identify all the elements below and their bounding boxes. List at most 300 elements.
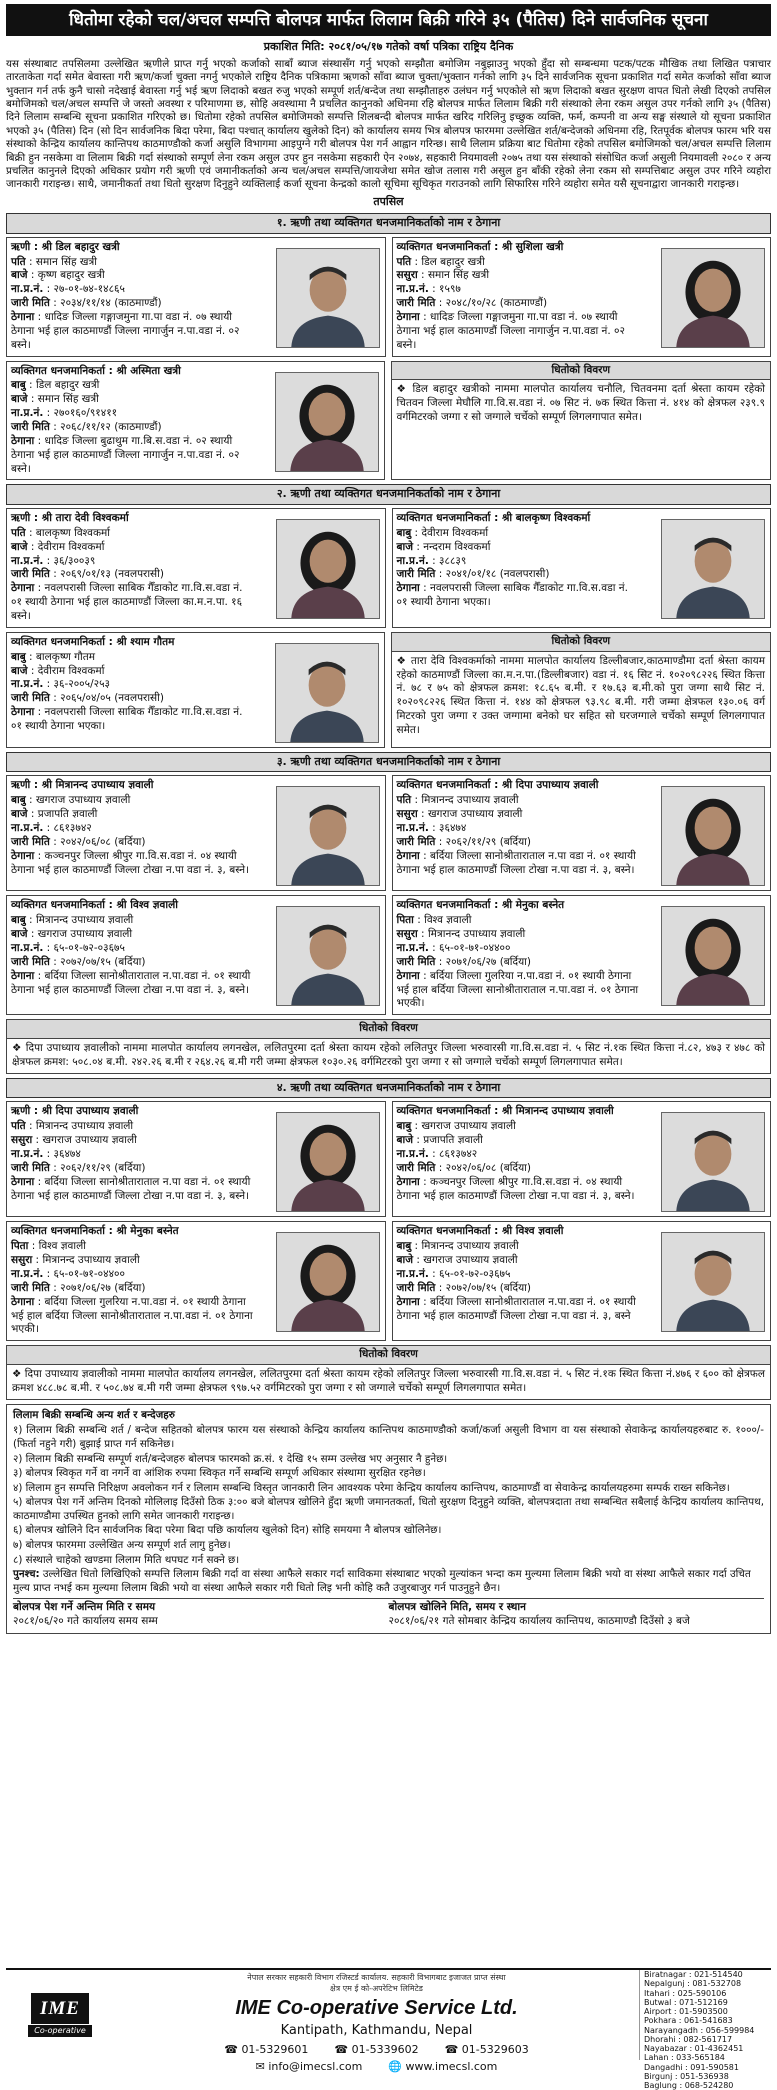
branch-phone: Baglung : 068-524280 xyxy=(644,2081,734,2090)
field-key: ससुरा xyxy=(11,1134,33,1147)
deadline-open xyxy=(389,1601,765,1629)
deadline-submit-label: बोलपत्र पेश गर्ने अन्तिम मिति र समय xyxy=(13,1601,156,1614)
field-value: बर्दिया जिल्ला सानोश्रीताराताल न.पा वडा नं. ०१ स्थायी ठेगाना भई हाल काठमाण्डौं जिल्ला टोखा न.पा वडा नं. ३, बस्ने। xyxy=(11,1175,251,1202)
person-field: ना.प्र.नं. : ६५-०१-७२-०३६७५ xyxy=(396,1267,511,1280)
field-value: ३६४७४ xyxy=(53,1147,81,1160)
person-field: ठेगाना : धादिङ जिल्ला बुढाथुम गा.बि.स.वडा नं. ०२ स्थायी ठेगाना भई हाल काठमाण्डौं जिल्ला नागार्जुन न.पा.वडा नं. ०२ बस्ने। xyxy=(11,434,240,475)
org-address: Kantipath, Kathmandu, Nepal xyxy=(280,2023,473,2039)
person-field: ना.प्र.नं. : २७०१६०/९१४११ xyxy=(11,407,118,420)
branch-phone: Lahan : 033-565184 xyxy=(644,2053,725,2063)
field-key: पति xyxy=(11,255,26,268)
collateral-detail xyxy=(6,1019,771,1074)
field-key: बाबु xyxy=(11,379,26,392)
person-field: बाजे : नन्दराम विश्वकर्मा xyxy=(396,540,491,553)
field-value: देवीराम विश्वकर्मा xyxy=(421,526,489,539)
web-link[interactable]: 🌐 www.imecsl.com xyxy=(388,2060,498,2074)
person-field: ठेगाना : कञ्चनपुर जिल्ला श्रीपुर गा.वि.स.वडा नं. ०४ स्थायी ठेगाना भई हाल काठमाण्डौं जिल्ला टोखा न.पा वडा नं. ३, बस्ने। xyxy=(396,1175,635,1202)
field-key: बाजे xyxy=(11,393,28,406)
field-value: खगराज उपाध्याय ज्ञवाली xyxy=(423,1254,518,1267)
term-item: ५) बोलपत्र पेश गर्ने अन्तिम दिनको मोलिलाइ दिउँसो ठिक ३:०० बजे बोलपत्र खोलिने हुँदा ऋणी जमानतकर्ता, धितो सुरक्षण दिनुहुने व्यक्ति, बोलपत्रदाता तथा सम्बन्धित सबैलाई केन्द्रिय कार्यालय कान्तिपथ, काठमाण्डौमा उपस्थित हुनको लागि समेत जानकारी गराइन्छ। xyxy=(13,1496,764,1522)
deadline-open-label: बोलपत्र खोलिने मिति, समय र स्थान xyxy=(388,1601,526,1614)
field-key: ठेगाना xyxy=(396,1295,420,1308)
person-field: बाबु : खगराज उपाध्याय ज्ञवाली xyxy=(11,794,131,807)
woman-young-icon xyxy=(276,1232,380,1332)
branch-phone: Dhorahi : 082-561717 xyxy=(644,2034,733,2044)
logo-text: IME xyxy=(31,1993,89,2024)
branch-list xyxy=(639,1970,771,2090)
man-young-icon xyxy=(661,1112,765,1212)
field-value: २०७२/०७/१५ (बर्दिया) xyxy=(445,1281,531,1294)
person-field: पति : मित्रानन्द उपाध्याय ज्ञवाली xyxy=(396,794,519,807)
term-item: ६) बोलपत्र खोलिने दिन सार्वजनिक बिदा परेमा बिदा पछि कार्यालय खुलेको दिन) सोहि समयमा नै बोलपत्र खोलिनेछ। xyxy=(13,1524,442,1537)
branch-phone: Dangadhi : 091-590581 xyxy=(644,2062,739,2072)
person-field: जारी मिति : २०६५/०४/०५ (नवलपरासी) xyxy=(11,692,164,705)
person-field: जारी मिति : २०६८/११/१२ (काठमाण्डौं) xyxy=(11,421,162,434)
term-item: ४) लिलाम हुन सम्पत्ति निरिक्षण अवलोकन गर्न र लिलाम सम्बन्धि विस्तृत जानकारी लिन आवश्यक परेमा केन्द्रिय कार्यालय कान्तिपथ, काठमाण्डौं वा सेवाकेन्द्र कार्यालयहरुमा सम्पर्क राख्न सकिनेछ। xyxy=(13,1481,730,1494)
field-value: बालकृष्ण गौतम xyxy=(35,650,96,663)
person-field: ससुरा : समान सिंह खत्री xyxy=(396,269,490,282)
person-card xyxy=(6,1101,386,1217)
person-name: ऋणी : श्री मित्रानन्द उपाध्याय ज्ञवाली xyxy=(11,779,154,792)
field-value: ३६-२००५/२५३ xyxy=(53,678,111,691)
person-field: जारी मिति : २०७२/०७/१५ (बर्दिया) xyxy=(396,1281,531,1294)
person-field: ठेगाना : नवलपरासी जिल्ला साबिक गैँडाकोट गा.वि.स.वडा नं. ०१ स्थायी ठेगाना भई हाल काठमाण्डौं जिल्ला का.म.न.पा. १६ बस्ने। xyxy=(11,582,243,623)
field-key: जारी मिति xyxy=(11,568,50,581)
woman-young-icon xyxy=(661,786,765,886)
field-value: प्रजापति ज्ञवाली xyxy=(423,1134,483,1147)
field-value: ३६४७४ xyxy=(439,821,467,834)
phone-1[interactable]: ☎ 01-5329601 xyxy=(224,2042,309,2056)
field-value: बालकृष्ण विश्वकर्मा xyxy=(35,526,111,539)
terms-note xyxy=(13,1568,764,1595)
field-value: २०४१/०१/१८ (नवलपरासी) xyxy=(445,568,550,581)
section-heading: ४. ऋणी तथा व्यक्तिगत धनजमानिकर्ताको नाम र ठेगाना xyxy=(6,1078,771,1099)
collateral-detail xyxy=(391,361,772,481)
field-value: बर्दिया जिल्ला सानोश्रीताराताल न.पा वडा नं. ०१ स्थायी ठेगाना भई हाल काठमाण्डौं जिल्ला टोखा न.पा वडा नं. ३, बस्ने। xyxy=(396,849,636,876)
person-card xyxy=(392,237,772,357)
field-key: जारी मिति xyxy=(396,955,436,968)
ime-logo xyxy=(6,1970,114,2060)
field-key: बाबु xyxy=(11,914,26,927)
person-field: ससुरा : खगराज उपाध्याय ज्ञवाली xyxy=(11,1134,137,1147)
person-field: बाबु : मित्रानन्द उपाध्याय ज्ञवाली xyxy=(11,914,134,927)
field-value: ६५-०१-७२-०३६७५ xyxy=(53,941,125,954)
field-value: २०७१/०६/२७ (बर्दिया) xyxy=(60,1281,146,1294)
field-key: जारी मिति xyxy=(396,1281,436,1294)
man-young-icon xyxy=(275,643,379,743)
field-key: ठेगाना xyxy=(11,849,35,862)
person-field: बाजे : कृष्ण बहादुर खत्री xyxy=(11,269,105,282)
section-heading: १. ऋणी तथा व्यक्तिगत धनजमानिकर्ताको नाम र ठेगाना xyxy=(6,213,771,234)
field-value: २०४२/०६/०८ (बर्दिया) xyxy=(445,1161,531,1174)
field-key: ना.प्र.नं. xyxy=(11,1147,44,1160)
person-field: ना.प्र.नं. : ६५-०१-७२-०३६७५ xyxy=(11,941,125,954)
person-field: जारी मिति : २०४१/०१/१८ (नवलपरासी) xyxy=(396,568,550,581)
term-item: ७) बोलपत्र फारममा उल्लेखित अन्य सम्पूर्ण शर्त लागु हुनेछ। xyxy=(13,1539,231,1552)
phone-3[interactable]: ☎ 01-5329603 xyxy=(444,2042,529,2056)
person-card xyxy=(6,361,385,481)
card-row xyxy=(6,361,771,481)
field-key: ना.प्र.नं. xyxy=(396,1147,429,1160)
field-key: जारी मिति xyxy=(11,1161,50,1174)
person-field: बाबु : मित्रानन्द उपाध्याय ज्ञवाली xyxy=(396,1240,519,1253)
field-key: बाजे xyxy=(11,540,28,553)
person-field: जारी मिति : २०७१/०६/२७ (बर्दिया) xyxy=(11,1281,146,1294)
man-young-icon xyxy=(276,786,380,886)
person-field: पति : बालकृष्ण विश्वकर्मा xyxy=(11,526,111,539)
field-value: २०४२/०६/०८ (बर्दिया) xyxy=(60,835,146,848)
term-item: २) लिलाम बिक्री सम्बन्धि सम्पूर्ण शर्त/बन्देजहरु बोलपत्र फारमको क्र.सं. १ देखि १५ सम्म उल्लेख भए अनुसार नै हुनेछ। xyxy=(13,1452,448,1465)
field-value: धादिङ जिल्ला गङ्गाजमुना गा.पा वडा नं. ०७ स्थायी ठेगाना भई हाल काठमाण्डौं जिल्ला नागार्जुन न.पा.वडा नं. ०२ बस्ने। xyxy=(11,311,240,351)
field-value: धादिङ जिल्ला गङ्गाजमुना गा.पा वडा नं. ०७ स्थायी ठेगाना भई हाल काठमाण्डौं जिल्ला नागार्जुन न.पा.वडा नं. ०२ बस्ने। xyxy=(396,311,625,351)
field-value: खगराज उपाध्याय ज्ञवाली xyxy=(37,928,133,941)
terms-title: लिलाम बिक्री सम्बन्धि अन्य शर्त र बन्देजहरु xyxy=(13,1408,175,1421)
field-key: बाजे xyxy=(396,540,414,553)
person-name: व्यक्तिगत धनजमानिकर्ता : श्री विश्व ज्ञवाली xyxy=(396,1225,564,1238)
field-key: बाबु xyxy=(11,794,26,807)
field-key: बाजे xyxy=(396,1254,414,1267)
collateral-title: धितोको विवरण xyxy=(7,1346,770,1365)
person-name: व्यक्तिगत धनजमानिकर्ता : श्री दिपा उपाध्याय ज्ञवाली xyxy=(396,779,599,792)
card-row xyxy=(6,1101,771,1217)
person-field: जारी मिति : २०६२/११/२९ (बर्दिया) xyxy=(11,1161,146,1174)
field-value: समान सिंह खत्री xyxy=(35,255,97,268)
footer-note: नेपाल सरकार सहकारी विभाग रजिस्टर्ड कार्यालय. सहकारी विभागबाट इजाजत प्राप्त संस्था xyxy=(247,1973,506,1982)
field-value: प्रजापति ज्ञवाली xyxy=(37,808,98,821)
collateral-title: धितोको विवरण xyxy=(392,362,771,381)
man-older-icon xyxy=(276,248,380,348)
person-field: ठेगाना : कञ्चनपुर जिल्ला श्रीपुर गा.वि.स.वडा नं. ०४ स्थायी ठेगाना भई हाल काठमाण्डौं जिल्ला टोखा न.पा वडा नं. ३, बस्ने। xyxy=(11,849,250,876)
person-card xyxy=(392,1101,772,1217)
field-value: ६५-०१-७२-०३६७५ xyxy=(439,1267,511,1280)
field-key: ठेगाना xyxy=(11,1175,35,1188)
field-key: बाबु xyxy=(396,1120,412,1133)
person-field: ना.प्र.नं. : ८६१३७४२ xyxy=(11,821,92,834)
field-value: २७०१६०/९१४११ xyxy=(53,407,118,420)
field-value: २०७१/०६/२७ (बर्दिया) xyxy=(445,955,531,968)
field-value: २०४८/१०/२८ (काठमाण्डौं) xyxy=(445,297,548,310)
field-key: जारी मिति xyxy=(11,421,50,434)
field-key: बाजे xyxy=(11,269,28,282)
field-value: मित्रानन्द उपाध्याय ज्ञवाली xyxy=(42,1254,140,1267)
field-value: २०३४/११/१४ (काठमाण्डौं) xyxy=(60,297,162,310)
person-field: बाजे : खगराज उपाध्याय ज्ञवाली xyxy=(396,1254,518,1267)
person-field: जारी मिति : २०४८/१०/२८ (काठमाण्डौं) xyxy=(396,297,548,310)
field-value: २०६२/११/२९ (बर्दिया) xyxy=(60,1161,146,1174)
person-name: व्यक्तिगत धनजमानिकर्ता : श्री बालकृष्ण विश्वकर्मा xyxy=(396,512,591,524)
woman-older-icon xyxy=(276,519,380,619)
sections-container xyxy=(6,213,771,1400)
field-value: ६५-०१-७१-०४४०० xyxy=(53,1267,125,1280)
field-value: १५९७ xyxy=(439,283,461,296)
person-card xyxy=(6,632,385,748)
field-key: ना.प्र.नं. xyxy=(11,678,44,691)
field-value: खगराज उपाध्याय ज्ञवाली xyxy=(427,808,523,821)
field-key: ससुरा xyxy=(396,928,418,941)
field-value: मित्रानन्द उपाध्याय ज्ञवाली xyxy=(35,1120,134,1133)
person-name: व्यक्तिगत धनजमानिकर्ता : श्री मेनुका बस्नेत xyxy=(11,1225,179,1238)
person-field: ठेगाना : बर्दिया जिल्ला सानोश्रीताराताल न.पा वडा नं. ०१ स्थायी ठेगाना भई हाल काठमाण्डौं जिल्ला टोखा न.पा वडा नं. ३, बस्ने। xyxy=(11,1175,251,1202)
person-field: ना.प्र.नं. : ३६-२००५/२५३ xyxy=(11,678,111,691)
field-value: २७-०१-७४-१४८६५ xyxy=(53,283,125,296)
field-key: ना.प्र.नं. xyxy=(396,1267,429,1280)
card-row xyxy=(6,508,771,628)
deadline-open-value: २०८१/०६/२१ गते सोमबार केन्द्रिय कार्यालय कान्तिपथ, काठमाण्डौ दिउँसो ३ बजे xyxy=(388,1615,690,1628)
person-field: जारी मिति : २०६९/०१/१३ (नवलपरासी) xyxy=(11,568,164,581)
person-field: ना.प्र.नं. : ६५-०१-७१-०४४०० xyxy=(11,1267,125,1280)
contact-row-2 xyxy=(120,2060,633,2075)
field-value: नवलपरासी जिल्ला साबिक गैँडाकोट गा.वि.स.वडा नं. ०१ स्थायी ठेगाना भएका। xyxy=(11,706,243,733)
person-name: व्यक्तिगत धनजमानिकर्ता : श्री मेनुका बस्नेत xyxy=(396,899,565,912)
phone-2[interactable]: ☎ 01-5339602 xyxy=(334,2042,419,2056)
field-key: जारी मिति xyxy=(396,1161,436,1174)
person-card xyxy=(392,775,772,891)
card-row xyxy=(6,775,771,891)
field-key: ना.प्र.नं. xyxy=(396,941,429,954)
field-key: पति xyxy=(11,1120,26,1133)
field-value: ६५-०१-७१-०४४०० xyxy=(439,941,511,954)
branch-phone: Itahari : 025-590106 xyxy=(644,1988,727,1998)
person-field: ससुरा : खगराज उपाध्याय ज्ञवाली xyxy=(396,808,523,821)
person-name: व्यक्तिगत धनजमानिकर्ता : श्री मित्रानन्द उपाध्याय ज्ञवाली xyxy=(396,1105,614,1118)
field-value: समान सिंह खत्री xyxy=(37,393,99,406)
person-field: बाबु : बालकृष्ण गौतम xyxy=(11,650,96,663)
woman-older-icon xyxy=(661,248,765,348)
field-key: जारी मिति xyxy=(11,692,50,705)
card-row xyxy=(6,1221,771,1341)
field-key: ना.प्र.नं. xyxy=(11,941,44,954)
person-field: जारी मिति : २०४२/०६/०८ (बर्दिया) xyxy=(11,835,146,848)
field-key: बाबु xyxy=(396,1240,412,1253)
terms-list xyxy=(13,1424,764,1567)
field-value: विश्व ज्ञवाली xyxy=(424,914,472,927)
person-field: ठेगाना : धादिङ जिल्ला गङ्गाजमुना गा.पा वडा नं. ०७ स्थायी ठेगाना भई हाल काठमाण्डौं जिल्ला नागार्जुन न.पा.वडा नं. ०२ बस्ने। xyxy=(396,311,625,351)
deadline-row xyxy=(13,1598,764,1629)
person-field: जारी मिति : २०४२/०६/०८ (बर्दिया) xyxy=(396,1161,531,1174)
field-value: समान सिंह खत्री xyxy=(427,269,490,282)
person-field: ठेगाना : बर्दिया जिल्ला सानोश्रीताराताल न.पा वडा नं. ०१ स्थायी ठेगाना भई हाल काठमाण्डौं जिल्ला टोखा न.पा वडा नं. ३, बस्ने। xyxy=(396,849,636,876)
branch-phone: Pokhara : 061-541683 xyxy=(644,2016,733,2026)
branch-phone: Nayabazar : 01-4362451 xyxy=(644,2044,744,2054)
person-name: व्यक्तिगत धनजमानिकर्ता : श्री सुशिला खत्री xyxy=(396,240,564,253)
field-value: डिल बहादुर खत्री xyxy=(35,379,100,392)
field-key: ना.प्र.नं. xyxy=(11,554,44,567)
person-field: बाबु : देवीराम विश्वकर्मा xyxy=(396,526,489,539)
field-value: २०७२/०७/१५ (बर्दिया) xyxy=(60,955,146,968)
field-key: जारी मिति xyxy=(396,835,436,848)
person-field: बाजे : समान सिंह खत्री xyxy=(11,393,99,406)
field-value: डिल बहादुर खत्री xyxy=(421,255,485,268)
field-value: देवीराम विश्वकर्मा xyxy=(37,664,105,677)
field-key: ठेगाना xyxy=(11,1295,35,1308)
field-value: कञ्चनपुर जिल्ला श्रीपुर गा.वि.स.वडा नं. ०४ स्थायी ठेगाना भई हाल काठमाण्डौं जिल्ला टोखा न.पा वडा नं. ३, बस्ने। xyxy=(396,1175,635,1202)
notice-intro: यस संस्थाबाट तपसिलमा उल्लेखित ऋणीले प्राप्त गर्नु भएको कर्जाको साबाँ ब्याज संस्थासँग गर्नु भएको सम्झौता बमोजिम नबुझाउनु भएको हुँदा सो सम्बन्धमा पटक/पटक मौखिक तथा लिखित पत्राचार तारताकेता गर्दा समेत बेवास्ता गरी ऋण/कर्जा चुक्ता नगर्नु भएकोले राष्ट्रिय दैनिक पत्रिकामा ऋणको साँवा ब्याज चुक्ता/भुक्तान गर्नको लागि ३५ दिने सार्वजनिक सूचना प्रकाशित गर्दा समेत कर्जाको साँवा ब्याज भुक्तान गर्न तर्फ कुनै चासो नदेखाई बेवास्ता गर्नु भई ऋण लिदाको बखत रुजु भएको सम्पूर्ण शर्त/बन्देज तथा सम्झौताहरु उलंघन गर्नु भएकोले सो ऋण लिदाको बखत सुरक्षण वापत धितो लेखी दिएको तपसिल बमोजिमको चल/अचल सम्पत्ति जे जस्तो अवस्था र परिमाणमा छ, सोहि अवस्थामा नै प्रचलित कानुनको अधिनमा रहि बोलपत्र मार्फत लिलाम बिक्री गरी संस्थाको लेना रकम असुल उपर गर्नको लागि ३५ (पैतिस) दिने लिलाम सम्बन्धि सूचना प्रकाशित गरिएको छ। धितोमा रहेको तपसिल बमोजिमको सम्पत्ति शिलबन्दी बोलपत्र मार्फत खरिद गरिलिनु इच्छुक व्यक्ति, फर्म, कम्पनी वा अन्य सङ्घ संस्थाले यो सूचना प्रकाशित भएको ३५ (पैतिस) दिन (सो दिन सार्वजनिक बिदा परेमा, बिदा पश्चात् कार्यालय खुलेको दिन) को कार्यालय समय भित्र बोलपत्र फारममा उल्लेखित शर्त/बन्देजको अधिनमा रहि, रितपूर्वक बोलपत्र फारम भरि यस संस्थाको केन्द्रिय कार्यालय कान्तिपथ काठमाण्डौको कर्जा असुलि विभागमा आइपुग्ने गरी बोलपत्र पेश गर्न आह्वान गरिन्छ। साथै लिलाम प्रक्रिया बाट धितोमा रहेको तपसिल बमोजिमको चल/अचल सम्पत्ति लिलाम बिक्री हुन नसकेमा वा लिलाम बिक्री गर्दा संस्थाको सम्पूर्ण लेना रकम असुल उपर हुन नसकेमा सहकारी ऐन २०७४, सहकारी नियमावली २०७५ तथा यस संस्थाको संसोधित कर्जा असुली नियमावली २०८० र अन्य प्रचलित कानुनले दिएको अधिकार प्रयोग गरी ऋणी एवं जमानीकर्ताको अन्य चल/अचल सम्पत्ति/जायजेथा समेत खोज तलास गरी असुल हुन बाँकी रहेको लेना रकम सो सम्पत्तिबाट असुल उपर गरिने व्यहोरा जानकारी गराइन्छ। साथै, जमानीकर्ता तथा धितो सुरक्षण दिनुहुने व्यक्तिलाई कर्जा सूचना केन्द्रको कालो सूचिमा सूचिकृत गराउनको लागि सिफारिस गरिने व्यहोरा समेत यसै सूचनाद्वारा जानकारी गराइन्छ। xyxy=(6,57,771,191)
person-field: ठेगाना : बर्दिया जिल्ला गुलरिया न.पा.वडा नं. ०१ स्थायी ठेगाना भई हाल बर्दिया जिल्ला सानोश्रीताराताल न.पा.वडा नं. ०१ ठेगाना भएकी। xyxy=(11,1295,253,1336)
published-date: प्रकाशित मिति: २०८१/०५/१७ गतेको वर्षा पत्रिका राष्ट्रिय दैनिक xyxy=(263,40,514,54)
field-value: खगराज उपाध्याय ज्ञवाली xyxy=(42,1134,137,1147)
branch-phone: Biratnagar : 021-514540 xyxy=(644,1970,743,1979)
tapsil-heading: तपसिल xyxy=(373,194,404,208)
field-key: ना.प्र.नं. xyxy=(11,283,44,296)
person-field: पिता : विश्व ज्ञवाली xyxy=(396,914,472,927)
person-field: ठेगाना : बर्दिया जिल्ला सानोश्रीताराताल न.पा.वडा नं. ०१ स्थायी ठेगाना भई हाल काठमाण्डौं जिल्ला टोखा न.पा वडा नं. ३, बस्ने xyxy=(396,1295,636,1322)
logo-subtext: Co-operative xyxy=(28,2025,91,2038)
field-value: धादिङ जिल्ला बुढाथुम गा.बि.स.वडा नं. ०२ स्थायी ठेगाना भई हाल काठमाण्डौं जिल्ला नागार्जुन न.पा.वडा नं. ०२ बस्ने। xyxy=(11,434,240,475)
field-key: पिता xyxy=(396,914,414,927)
terms-box xyxy=(6,1404,771,1634)
field-value: २०६२/११/२९ (बर्दिया) xyxy=(445,835,531,848)
collateral-detail xyxy=(6,1345,771,1400)
person-name: व्यक्तिगत धनजमानिकर्ता : श्री श्याम गौतम xyxy=(11,635,175,648)
field-key: ठेगाना xyxy=(396,849,420,862)
field-key: ठेगाना xyxy=(396,1175,420,1188)
person-field: ससुरा : मित्रानन्द उपाध्याय ज्ञवाली xyxy=(11,1254,140,1267)
field-key: जारी मिति xyxy=(396,297,436,310)
person-field: ससुरा : मित्रानन्द उपाध्याय ज्ञवाली xyxy=(396,928,526,941)
person-field: पति : समान सिंह खत्री xyxy=(11,255,97,268)
field-key: पति xyxy=(396,794,412,807)
field-key: जारी मिति xyxy=(11,1281,50,1294)
person-field: ना.प्र.नं. : ३६/३००३९ xyxy=(11,554,96,567)
field-value: विश्व ज्ञवाली xyxy=(38,1240,86,1253)
card-row xyxy=(6,632,771,748)
field-key: जारी मिति xyxy=(11,955,50,968)
person-field: ठेगाना : नवलपरासी जिल्ला साबिक गैँडाकोट गा.वि.स.वडा नं. ०१ स्थायी ठेगाना भएका। xyxy=(11,706,243,733)
person-field: ना.प्र.नं. : १५९७ xyxy=(396,283,461,296)
woman-young-icon xyxy=(276,1112,380,1212)
deadline-submit xyxy=(13,1601,389,1629)
phone-1-text: 01-5329601 xyxy=(241,2042,309,2056)
person-card xyxy=(6,775,386,891)
field-value: मित्रानन्द उपाध्याय ज्ञवाली xyxy=(421,1240,519,1253)
person-card xyxy=(6,508,386,628)
field-value: २०६५/०४/०५ (नवलपरासी) xyxy=(60,692,164,705)
woman-young-icon xyxy=(661,906,765,1006)
person-card xyxy=(392,508,772,628)
footer-main xyxy=(114,1970,639,2074)
section-heading: २. ऋणी तथा व्यक्तिगत धनजमानिकर्ताको नाम र ठेगाना xyxy=(6,484,771,505)
field-key: ठेगाना xyxy=(396,969,420,982)
collateral-detail xyxy=(391,632,772,748)
collateral-text: ❖ दिपा उपाध्याय ज्ञवालीको नाममा मालपोत कार्यालय लगनखेल, ललितपुरमा दर्ता श्रेस्ता कायम रहेको ललितपुर जिल्ला भरुवारसी गा.वि.स.वडा नं. ५ सिट नं.१क स्थित कित्ता नं.४७६ र ६०० को क्षेत्रफल क्रमश ४८८.७८ ब.मी. र ५०८.७४ ब.मी गरी जम्मा क्षेत्रफल ९९७.५२ वर्गमिटरको पुरा जग्गा र सो जग्गाले चर्चेको सम्पूर्ण लिगलगापात समेत। xyxy=(12,1368,765,1394)
person-card xyxy=(6,895,386,1015)
notice-title: धितोमा रहेको चल/अचल सम्पत्ति बोलपत्र मार्फत लिलाम बिक्री गरिने ३५ (पैतिस) दिने सार्वजनिक सूचना xyxy=(6,4,771,36)
field-value: खगराज उपाध्याय ज्ञवाली xyxy=(421,1120,516,1133)
field-key: ठेगाना xyxy=(11,311,35,324)
email-link[interactable]: ✉ info@imecsl.com xyxy=(255,2060,363,2074)
field-key: ना.प्र.नं. xyxy=(11,821,44,834)
field-key: बाजे xyxy=(396,1134,414,1147)
person-field: जारी मिति : २०७१/०६/२७ (बर्दिया) xyxy=(396,955,531,968)
section-heading: ३. ऋणी तथा व्यक्तिगत धनजमानिकर्ताको नाम र ठेगाना xyxy=(6,752,771,773)
field-value: कञ्चनपुर जिल्ला श्रीपुर गा.वि.स.वडा नं. ०४ स्थायी ठेगाना भई हाल काठमाण्डौं जिल्ला टोखा न.पा वडा नं. ३, बस्ने। xyxy=(11,849,250,876)
man-young-icon xyxy=(661,1232,765,1332)
field-value: २०६९/०१/१३ (नवलपरासी) xyxy=(60,568,164,581)
person-field: जारी मिति : २०६२/११/२९ (बर्दिया) xyxy=(396,835,531,848)
footer xyxy=(6,1968,771,2090)
person-field: पति : मित्रानन्द उपाध्याय ज्ञवाली xyxy=(11,1120,134,1133)
person-field: बाजे : देवीराम विश्वकर्मा xyxy=(11,664,105,677)
person-field: पति : डिल बहादुर खत्री xyxy=(396,255,485,268)
person-field: बाजे : देवीराम विश्वकर्मा xyxy=(11,540,105,553)
field-value: नन्दराम विश्वकर्मा xyxy=(423,540,491,553)
card-row xyxy=(6,237,771,357)
field-key: ना.प्र.नं. xyxy=(396,821,429,834)
field-value: कृष्ण बहादुर खत्री xyxy=(37,269,105,282)
person-card xyxy=(6,1221,386,1341)
deadline-submit-value: २०८१/०६/२० गते कार्यालय समय सम्म xyxy=(13,1615,158,1628)
field-key: जारी मिति xyxy=(11,835,50,848)
field-key: ठेगाना xyxy=(11,969,35,982)
field-key: जारी मिति xyxy=(396,568,436,581)
field-value: ८६१३७४२ xyxy=(439,1147,478,1160)
field-value: मित्रानन्द उपाध्याय ज्ञवाली xyxy=(421,794,519,807)
person-card xyxy=(392,1221,772,1341)
man-older-icon xyxy=(661,519,765,619)
field-value: ३६/३००३९ xyxy=(53,554,96,567)
term-item: ८) संस्थाले चाहेको खण्डमा लिलाम मिति थपघट गर्न सक्ने छ। xyxy=(13,1553,240,1566)
field-key: पति xyxy=(11,526,26,539)
collateral-title: धितोको विवरण xyxy=(7,1020,770,1039)
field-key: ससुरा xyxy=(396,808,418,821)
person-field: बाबु : डिल बहादुर खत्री xyxy=(11,379,100,392)
card-row xyxy=(6,895,771,1015)
field-key: बाबु xyxy=(396,526,412,539)
field-key: बाजे xyxy=(11,808,28,821)
field-key: ठेगाना xyxy=(396,311,420,324)
field-value: २०६८/११/१२ (काठमाण्डौं) xyxy=(60,421,162,434)
person-field: ठेगाना : धादिङ जिल्ला गङ्गाजमुना गा.पा वडा नं. ०७ स्थायी ठेगाना भई हाल काठमाण्डौं जिल्ला नागार्जुन न.पा.वडा नं. ०२ बस्ने। xyxy=(11,311,240,351)
woman-young-icon xyxy=(275,372,379,472)
person-card xyxy=(6,237,386,357)
branch-phone: Airport : 01-5903500 xyxy=(644,2007,728,2017)
collateral-title: धितोको विवरण xyxy=(392,633,771,652)
person-name: व्यक्तिगत धनजमानिकर्ता : श्री अस्मिता खत्री xyxy=(11,364,181,377)
field-value: खगराज उपाध्याय ज्ञवाली xyxy=(35,794,131,807)
person-name: ऋणी : श्री डिल बहादुर खत्री xyxy=(11,240,120,253)
person-card xyxy=(392,895,772,1015)
person-field: ना.प्र.नं. : ३६४७४ xyxy=(11,1147,81,1160)
term-item: १) लिलाम बिक्री सम्बन्धि शर्त / बन्देज सहितको बोलपत्र फारम यस संस्थाको केन्द्रिय कार्यालय कान्तिपथ काठमाण्डौको कर्जा/कर्जा असुली विभाग वा यस संस्थाको सेवाकेन्द्र कार्यालयहरुबाट रु. १०००/- (फिर्ता नहुने गरी) बुझाई प्राप्त गर्न सकिनेछ। xyxy=(13,1424,764,1450)
note-label: पुनश्च: xyxy=(13,1568,40,1581)
person-field: जारी मिति : २०३४/११/१४ (काठमाण्डौं) xyxy=(11,297,162,310)
person-name: ऋणी : श्री तारा देवी विश्वकर्मा xyxy=(11,512,129,524)
field-value: ८६१३७४२ xyxy=(53,821,92,834)
man-young-icon xyxy=(276,906,380,1006)
person-field: जारी मिति : २०७२/०७/१५ (बर्दिया) xyxy=(11,955,146,968)
email-text: info@imecsl.com xyxy=(268,2060,363,2074)
person-field: बाबु : खगराज उपाध्याय ज्ञवाली xyxy=(396,1120,516,1133)
field-value: देवीराम विश्वकर्मा xyxy=(37,540,105,553)
field-key: ना.प्र.नं. xyxy=(11,1267,44,1280)
collateral-text: ❖ दिपा उपाध्याय ज्ञवालीको नाममा मालपोत कार्यालय लगनखेल, ललितपुरमा दर्ता श्रेस्ता कायम रहेको ललितपुर जिल्ला भरुवारसी गा.वि.स.वडा नं. ५ सिट नं.१क स्थित कित्ता नं.८२, ४७३ र ४७८ को क्षेत्रफल क्रमश: ५०८.०४ ब.मी. २४२.२६ ब.मी र २६४.२६ ब.मी गरी जम्मा क्षेत्रफल १०३०.२६ वर्गमिटरको पुरा जग्गा र सो जग्गाले चर्चेको सम्पूर्ण लिगलगापात समेत। xyxy=(12,1042,765,1068)
field-key: ठेगाना xyxy=(11,434,35,447)
field-key: बाजे xyxy=(11,928,28,941)
person-field: ना.प्र.नं. : ८६१३७४२ xyxy=(396,1147,478,1160)
person-field: बाजे : खगराज उपाध्याय ज्ञवाली xyxy=(11,928,133,941)
phone-2-text: 01-5339602 xyxy=(351,2042,419,2056)
branch-phone: Birgunj : 051-536938 xyxy=(644,2071,729,2081)
field-value: नवलपरासी जिल्ला साबिक गैँडाकोट गा.वि.स.वडा नं. ०१ स्थायी ठेगाना भई हाल काठमाण्डौं जिल्ला का.म.न.पा. १६ बस्ने। xyxy=(11,582,243,623)
field-key: बाजे xyxy=(11,664,28,677)
field-key: ना.प्र.नं. xyxy=(396,554,429,567)
person-field: पिता : विश्व ज्ञवाली xyxy=(11,1240,86,1253)
person-field: ना.प्र.नं. : ३८८३९ xyxy=(396,554,467,567)
person-field: ठेगाना : बर्दिया जिल्ला गुलरिया न.पा.वडा नं. ०१ स्थायी ठेगाना भई हाल बर्दिया जिल्ला सानोश्रीताराताल न.पा.वडा नं. ०१ ठेगाना भएकी। xyxy=(396,969,639,1010)
field-value: मित्रानन्द उपाध्याय ज्ञवाली xyxy=(35,914,134,927)
field-key: बाबु xyxy=(11,650,26,663)
field-key: ठेगाना xyxy=(11,582,35,595)
